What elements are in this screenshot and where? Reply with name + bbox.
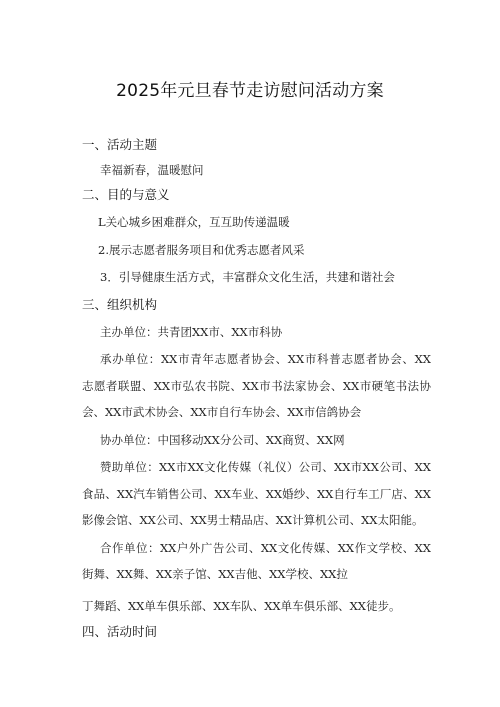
paragraph-host-line-3: 会、XX市武术协会、XX市自行车协会、XX市信鸽协会 <box>82 405 362 419</box>
paragraph-co-organizer: 协办单位：中国移动XX分公司、XX商贸、XX网 <box>100 433 345 447</box>
paragraph-purpose-3: 3．引导健康生活方式，丰富群众文化生活，共建和谐社会 <box>100 270 395 284</box>
paragraph-partner-line-3: 丁舞蹈、XX单车俱乐部、XX车队、XX单车俱乐部、XX徒步。 <box>82 599 401 613</box>
section-heading-organization: 三、组织机构 <box>82 297 158 312</box>
section-heading-theme: 一、活动主题 <box>82 137 158 152</box>
paragraph-organizer: 主办单位：共青团XX市、XX市科协 <box>100 325 283 339</box>
paragraph-purpose-2: 2.展示志愿者服务项目和优秀志愿者风采 <box>98 243 305 257</box>
document-title: 2025年元旦春节走访慰问活动方案 <box>116 81 384 101</box>
paragraph-sponsor-line-3: 影像会馆、XX公司、XX男士精品店、XX计算机公司、XX太阳能。 <box>82 513 424 527</box>
section-heading-time: 四、活动时间 <box>82 624 158 639</box>
paragraph-host-line-2: 志愿者联盟、XX市弘农书院、XX市书法家协会、XX市硬笔书法协 <box>82 379 431 393</box>
paragraph-sponsor-line-2: 食品、XX汽车销售公司、XX车业、XX婚纱、XX自行车工厂店、XX <box>82 487 431 501</box>
paragraph-host-line-1: 承办单位：XX市青年志愿者协会、XX市科普志愿者协会、XX <box>100 352 431 366</box>
paragraph-purpose-1: L关心城乡困难群众，互互助传递温暖 <box>98 215 290 229</box>
paragraph-sponsor-line-1: 赞助单位：XX市XX文化传媒（礼仪）公司、XX市XX公司、XX <box>100 460 431 474</box>
paragraph-theme: 幸福新春，温暖慰问 <box>100 163 204 177</box>
paragraph-partner-line-1: 合作单位：XX户外广告公司、XX文化传媒、XX作文学校、XX <box>100 541 431 555</box>
paragraph-partner-line-2: 街舞、XX舞、XX亲子馆、XX吉他、XX学校、XX拉 <box>82 567 348 581</box>
section-heading-purpose: 二、目的与意义 <box>82 187 170 202</box>
